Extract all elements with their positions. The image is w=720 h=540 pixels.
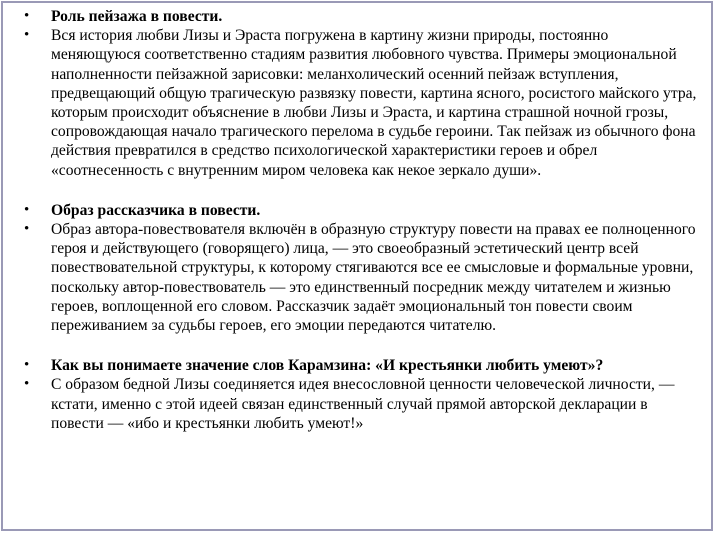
section-1-body: Вся история любви Лизы и Эраста погружена в картину жизни природы, постоянно меняющуюся соответственно стадиям развития любовного чувства. Примеры эмоциональной наполненности пейзажной зарисовки: меланхолический осенний пейзаж вступления, предвещающий общую трагическую развязку повести, картина ясного, росистого майского утра, которым происходит объяснение в любви Лизы и Эраста, и картина страшной ночной грозы, сопровождающая начало трагического перелома в судьбе героини. Так пейзаж из обычного фона действия превратился в средство психологической характеристики героев и обрел «соотнесенность с внутренним миром человека как некое зеркало души». bbox=[51, 27, 697, 179]
bullet-icon: • bbox=[24, 376, 30, 393]
bullet-icon: • bbox=[24, 221, 30, 238]
section-1-heading: Роль пейзажа в повести. bbox=[51, 8, 223, 25]
section-1-heading-item bbox=[21, 7, 701, 26]
section-3-body-item bbox=[21, 375, 701, 433]
slide-frame bbox=[1, 1, 713, 531]
slide-content bbox=[21, 7, 701, 433]
section-3-heading-item bbox=[21, 356, 701, 375]
section-3-body: С образом бедной Лизы соединяется идея внесословной ценности человеческой личности, — кстати, именно с этой идеей связан единственный случай прямой авторской декларации в повести — «ибо и крестьянки любить умеют!» bbox=[51, 376, 675, 432]
section-3-heading: Как вы понимаете значение слов Карамзина: «И крестьянки любить умеют»? bbox=[51, 357, 604, 375]
section-2-heading: Образ рассказчика в повести. bbox=[51, 201, 261, 219]
section-1-body-item bbox=[21, 26, 701, 180]
bullet-icon: • bbox=[24, 8, 30, 24]
section-2-heading-item bbox=[21, 201, 701, 220]
section-2-body: Образ автора-повествователя включён в образную структуру повести на правах ее полноценного героя и действующего (говорящего) лица, — это своеобразный эстетический центр всей повествовательной структуры, к которому стягиваются все ее смысловые и формальные уровни, поскольку автор-повествователь — это единственный посредник между читателем и жизнью героев, воплощенной его словом. Рассказчик задаёт эмоциональный тон повести своим переживанием за судьбы героев, его эмоции передаются читателю. bbox=[51, 221, 696, 335]
bullet-icon: • bbox=[24, 357, 30, 374]
bullet-icon: • bbox=[24, 201, 30, 218]
section-2-body-item bbox=[21, 220, 701, 335]
bullet-icon: • bbox=[24, 27, 30, 44]
